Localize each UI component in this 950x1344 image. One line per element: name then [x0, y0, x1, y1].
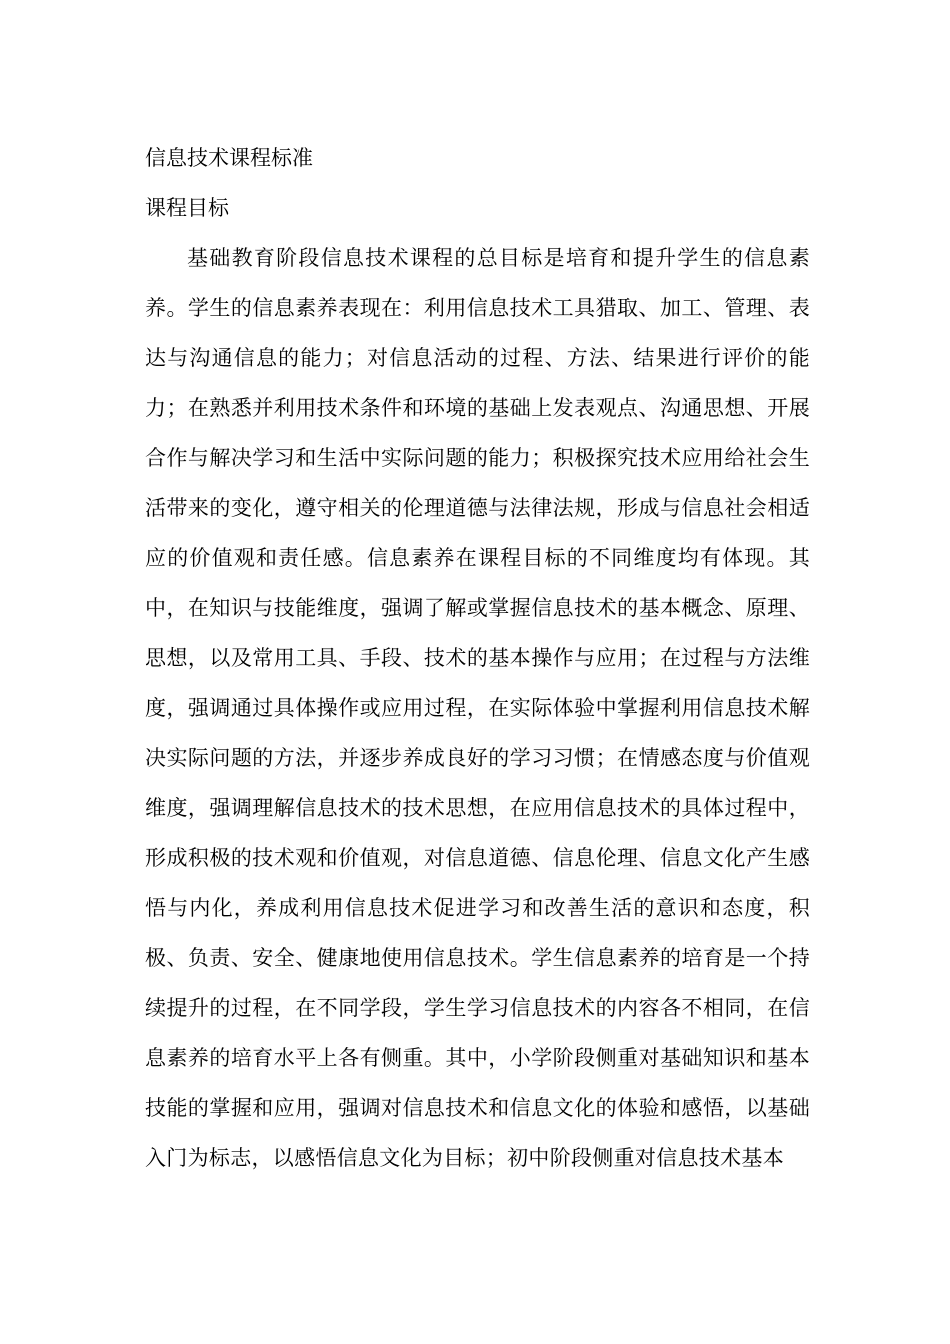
body-paragraph: 基础教育阶段信息技术课程的总目标是培育和提升学生的信息素养。学生的信息素养表现在：利用信息技术工具猎取、加工、管理、表达与沟通信息的能力；对信息活动的过程、方法、结果进行评价的能力；在熟悉并利用技术条件和环境的基础上发表观点、沟通思想、开展合作与解决学习和生活中实际问题的能力；积极探究技术应用给社会生活带来的变化，遵守相关的伦理道德与法律法规，形成与信息社会相适应的价值观和责任感。信息素养在课程目标的不同维度均有体现。其中，在知识与技能维度，强调了解或掌握信息技术的基本概念、原理、思想，以及常用工具、手段、技术的基本操作与应用；在过程与方法维度，强调通过具体操作或应用过程，在实际体验中掌握利用信息技术解决实际问题的方法，并逐步养成良好的学习习惯；在情感态度与价值观维度，强调理解信息技术的技术思想，在应用信息技术的具体过程中，形成积极的技术观和价值观，对信息道德、信息伦理、信息文化产生感悟与内化，养成利用信息技术促进学习和改善生活的意识和态度，积极、负责、安全、健康地使用信息技术。学生信息素养的培育是一个持续提升的过程，在不同学段，学生学习信息技术的内容各不相同，在信息素养的培育水平上各有侧重。其中，小学阶段侧重对基础知识和基本技能的掌握和应用，强调对信息技术和信息文化的体验和感悟，以基础入门为标志，以感悟信息文化为目标；初中阶段侧重对信息技术基本 [145, 246, 810, 1170]
document-content [145, 133, 810, 1183]
document-title: 信息技术课程标准 [145, 146, 313, 170]
section-heading: 课程目标 [145, 196, 229, 220]
